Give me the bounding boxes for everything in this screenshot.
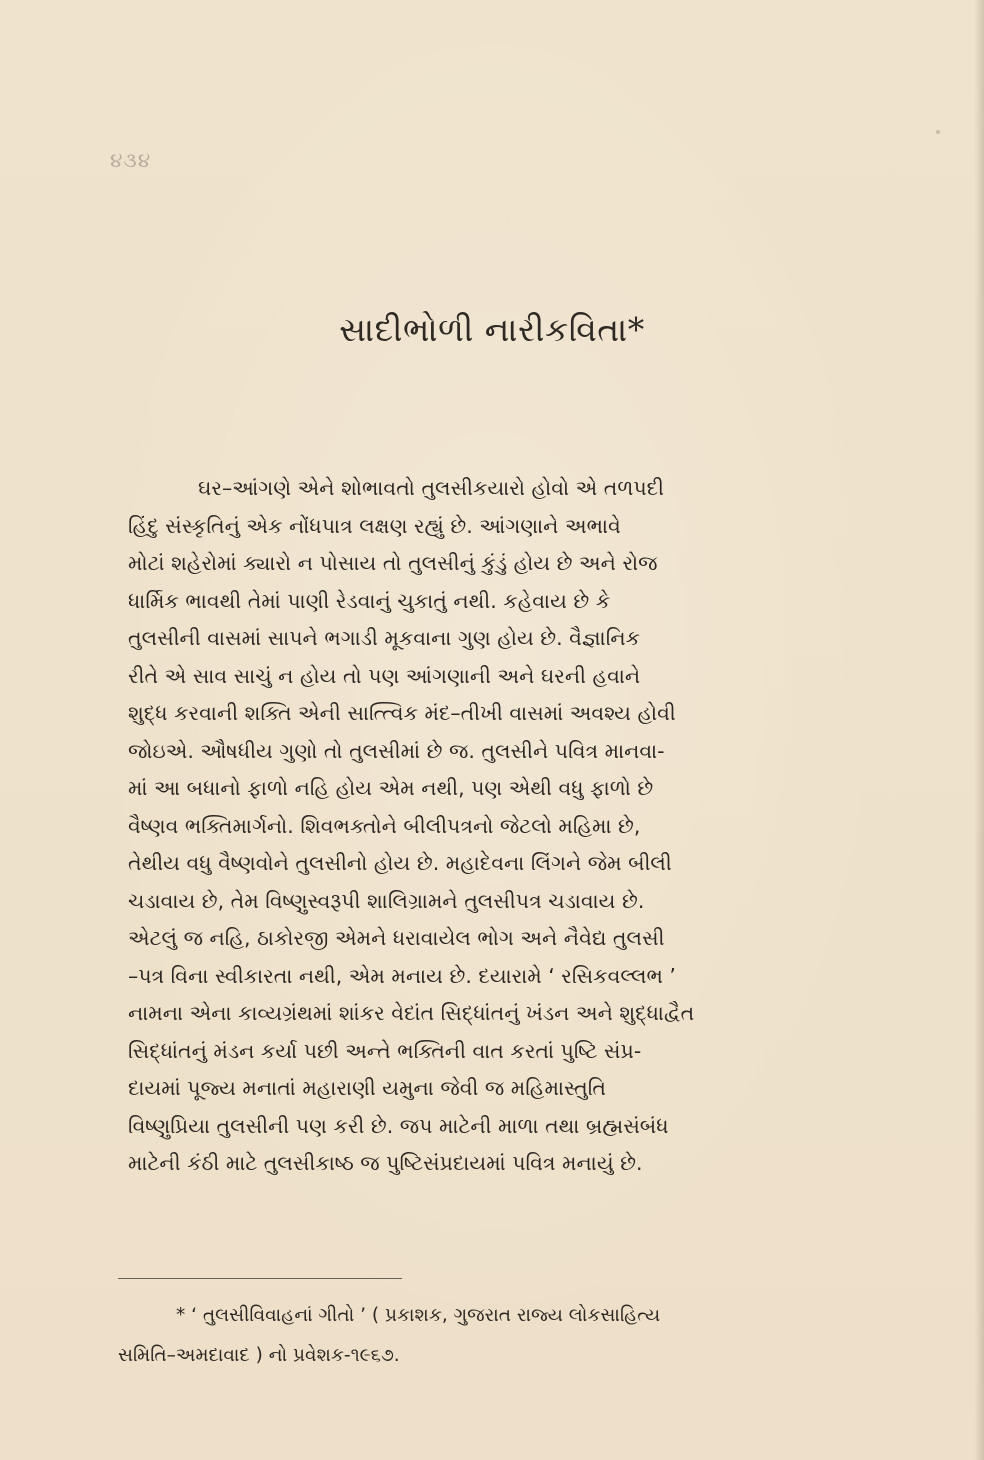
body-line: માટેની કંઠી માટે તુલસીકાષ્ઠ જ પુષ્ટિસંપ્રદાયમાં પવિત્ર મનાયું છે. [128,1151,643,1175]
body-line: એટલું જ નહિ, ઠાકોરજી એમને ધરાવાયેલ ભોગ અને નૈવેદ્ય તુલસી [128,926,665,950]
body-line: માં આ બધાનો ફાળો નહિ હોય એમ નથી, પણ એથી વધુ ફાળો છે [128,776,654,800]
body-line: સિદ્ધાંતનું મંડન કર્યા પછી અન્તે ભક્તિની વાત કરતાં પુષ્ટિ સંપ્ર- [128,1038,642,1063]
binding-shadow [974,0,984,1460]
body-line: હિંદુ સંસ્કૃતિનું એક નોંધપાત્ર લક્ષણ રહ્યું છે. આંગણાને અભાવે [128,513,621,538]
body-line: મોટાં શહેરોમાં ક્યારો ન પોસાય તો તુલસીનું કુંડું હોય છે અને રોજ [128,551,658,575]
paper-speck [936,130,940,134]
body-line: તુલસીની વાસમાં સાપને ભગાડી મૂકવાના ગુણ હોય છે. વૈજ્ઞાનિક [128,626,641,650]
footnote-line: સમિતિ–અમદાવાદ ) નો પ્રવેશક-૧૯૬૭. [118,1345,400,1366]
body-line: વિષ્ણુપ્રિયા તુલસીની પણ કરી છે. જપ માટેની માળા તથા બ્રહ્મસંબંધ [128,1113,669,1138]
body-line: જોઇએ. ઔષધીય ગુણો તો તુલસીમાં છે જ. તુલસીને પવિત્ર માનવા- [128,738,665,763]
footnote-divider [118,1278,402,1279]
page-title: સાદીભોળી નારીકવિતા* [339,310,645,349]
body-paragraph [128,470,880,1183]
body-line: શુદ્ધ કરવાની શક્તિ એની સાત્ત્વિક મંદ–તીખી વાસમાં અવશ્ય હોવી [128,701,676,725]
body-line: નામના એના કાવ્યગ્રંથમાં શાંકર વેદાંત સિદ્ધાંતનું ખંડન અને શુદ્ધાદ્વૈત [128,1001,695,1025]
body-line: રીતે એ સાવ સાચું ન હોય તો પણ આંગણાની અને ઘરની હવાને [128,663,641,688]
footnote-line: * ‘ તુલસીવિવાહનાં ગીતો ’ ( પ્રકાશક, ગુજરાત રાજ્ય લોકસાહિત્ય [176,1305,661,1326]
body-line: તેથીય વધુ વૈષ્ણવોને તુલસીનો હોય છે. મહાદેવના લિંગને જેમ બીલી [128,851,672,875]
body-line: ઘર–આંગણે એને શોભાવતો તુલસીકયારો હોવો એ તળપદી [198,476,664,500]
page-number: ૪૩૪ [110,148,152,172]
body-line: ધાર્મિક ભાવથી તેમાં પાણી રેડવાનું ચુકાતું નથી. કહેવાય છે કે [128,588,611,613]
footnote [118,1296,888,1376]
body-line: –પત્ર વિના સ્વીકારતા નથી, એમ મનાય છે. દયારામે ‘ રસિકવલ્લભ ’ [128,963,676,988]
bleed-through-text [128,140,848,450]
body-line: વૈષ્ણવ ભક્તિમાર્ગનો. શિવભક્તોને બીલીપત્રનો જેટલો મહિમા છે, [128,813,641,838]
body-line: ચડાવાય છે, તેમ વિષ્ણુસ્વરૂપી શાલિગ્રામને તુલસીપત્ર ચડાવાય છે. [128,888,645,913]
body-line: દાયમાં પૂજ્ય મનાતાં મહારાણી યમુના જેવી જ મહિમાસ્તુતિ [128,1076,606,1100]
